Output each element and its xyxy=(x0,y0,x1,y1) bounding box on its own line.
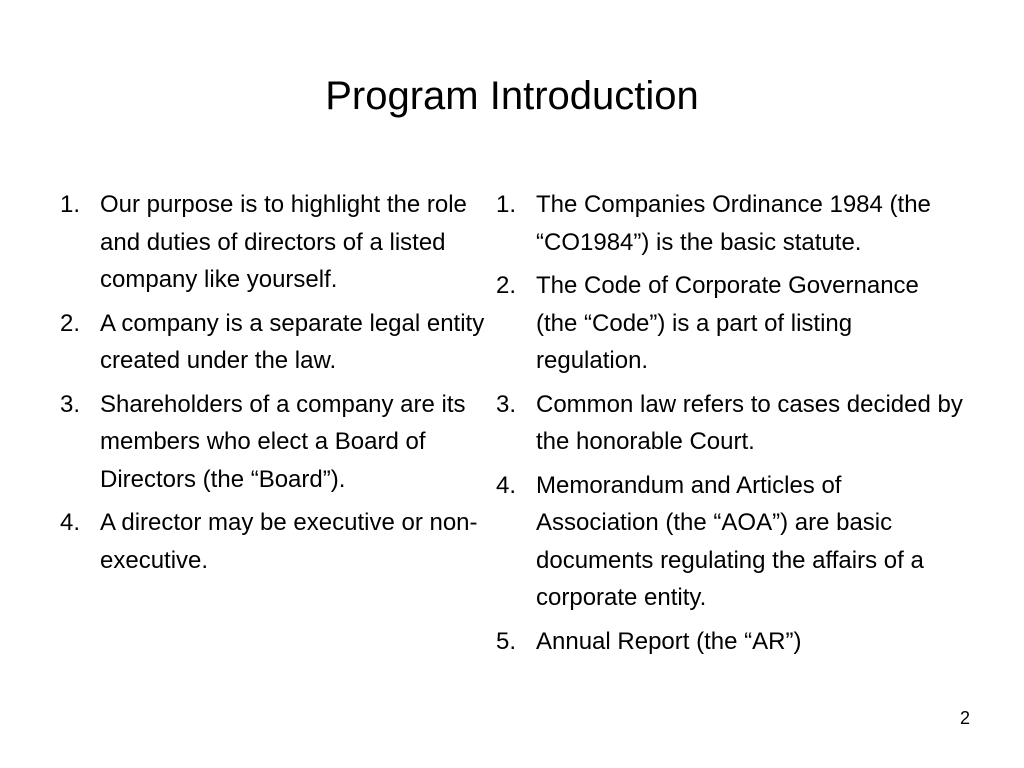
list-item xyxy=(60,386,495,499)
item-number: 2. xyxy=(60,309,81,337)
item-text: The Code of Corporate Governance (the “Code”) is a part of listing regulation. xyxy=(536,272,919,374)
item-text: Common law refers to cases decided by the honorable Court. xyxy=(536,390,963,455)
item-number: 1. xyxy=(496,191,517,218)
list-item xyxy=(496,623,966,661)
item-number: 2. xyxy=(496,272,517,299)
item-number: 5. xyxy=(496,627,517,655)
item-number: 3. xyxy=(496,390,517,418)
list-item xyxy=(60,186,495,299)
list-item xyxy=(496,186,966,261)
left-numbered-list xyxy=(60,186,495,585)
item-text: Memorandum and Articles of Association (the “AOA”) are basic documents regulating the affairs of a corporate entity. xyxy=(536,471,924,611)
list-item xyxy=(496,267,966,380)
item-text: Our purpose is to highlight the role and duties of directors of a listed company like yourself. xyxy=(100,191,467,293)
list-item xyxy=(60,504,495,579)
list-item xyxy=(496,386,966,461)
slide-title: Program Introduction xyxy=(325,74,699,118)
item-text: Shareholders of a company are its members who elect a Board of Directors (the “Board”). xyxy=(100,390,466,493)
item-number: 4. xyxy=(60,509,81,536)
item-text: A director may be executive or non-executive. xyxy=(100,509,478,574)
item-text: The Companies Ordinance 1984 (the “CO1984”) is the basic statute. xyxy=(536,191,931,256)
right-numbered-list xyxy=(496,186,966,666)
item-number: 4. xyxy=(496,471,517,499)
item-number: 1. xyxy=(60,191,81,218)
item-number: 3. xyxy=(60,390,81,418)
list-item xyxy=(496,467,966,617)
list-item xyxy=(60,305,495,380)
item-text: Annual Report (the “AR”) xyxy=(536,627,802,655)
item-text: A company is a separate legal entity created under the law. xyxy=(100,309,485,374)
page-number: 2 xyxy=(959,708,970,728)
